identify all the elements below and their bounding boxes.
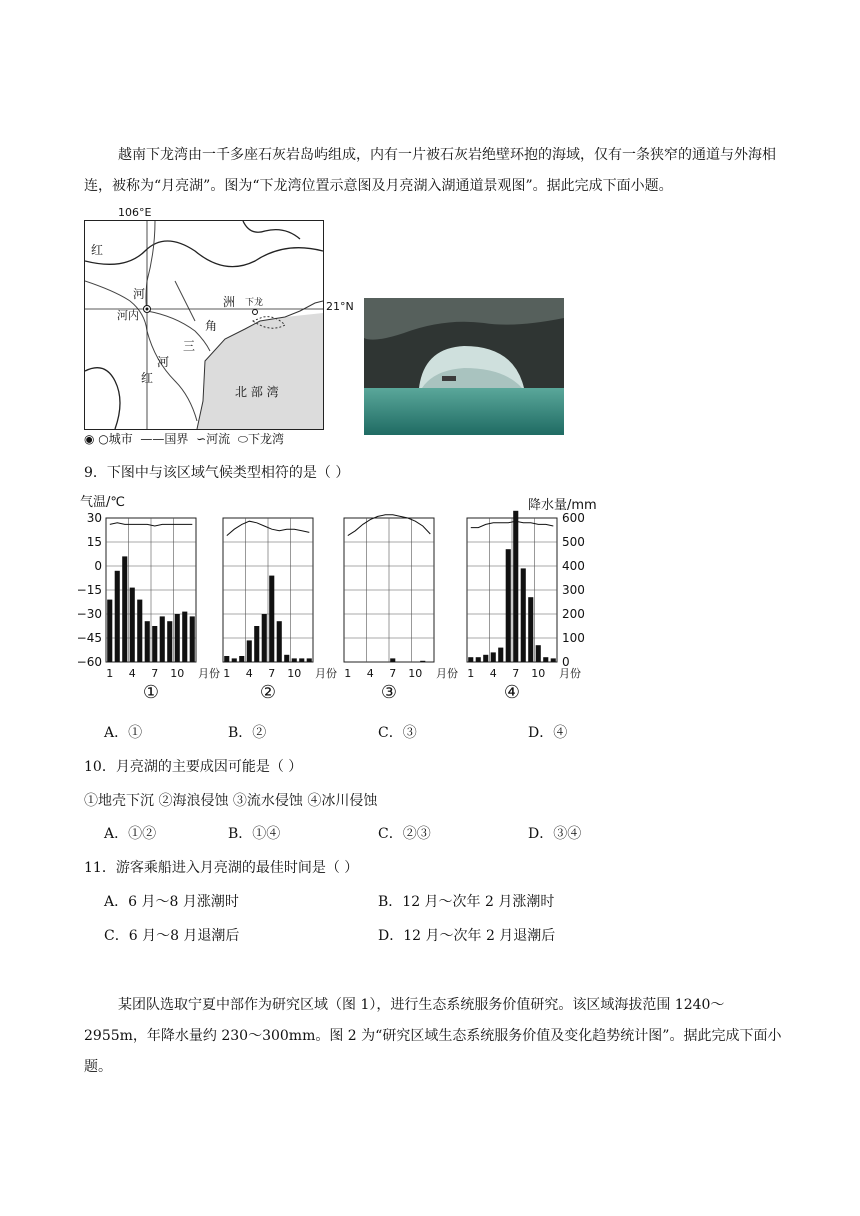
- precip-bar: [160, 616, 165, 662]
- precip-bar: [551, 658, 556, 662]
- legend-river: 河流: [206, 432, 231, 446]
- month-unit-label: 月份: [315, 667, 337, 680]
- precip-bar: [137, 600, 142, 662]
- q9-option-a[interactable]: A．①: [104, 725, 143, 741]
- precip-bar: [528, 597, 533, 662]
- legend-border: 国界: [164, 432, 189, 446]
- q11-option-b[interactable]: B．12 月～次年 2 月涨潮时: [378, 894, 555, 910]
- precip-bar: [239, 656, 244, 662]
- precip-bar: [491, 652, 496, 662]
- precip-bar: [269, 576, 274, 662]
- month-tick-label: 1: [344, 667, 352, 680]
- month-tick-label: 1: [223, 667, 231, 680]
- map-drawing: [85, 221, 323, 429]
- chart-label: ②: [259, 682, 277, 703]
- month-unit-label: 月份: [559, 667, 581, 680]
- map-label-hong-2: 红: [141, 371, 154, 385]
- month-tick-label: 7: [268, 667, 276, 680]
- temp-tick-label: 0: [94, 559, 102, 573]
- q10-option-d[interactable]: D．③④: [528, 826, 582, 842]
- month-tick-label: 10: [287, 667, 302, 680]
- map-label-beibuwan: 北 部 湾: [235, 385, 279, 399]
- precip-bar: [292, 658, 297, 662]
- map-label-hanoi: 河内: [117, 309, 139, 322]
- month-tick-label: 4: [489, 667, 497, 680]
- q11-option-d[interactable]: D．12 月～次年 2 月退潮后: [378, 928, 556, 944]
- month-tick-label: 1: [467, 667, 475, 680]
- map-label-xialong: 下龙: [245, 298, 264, 308]
- moon-lake-entrance-photo: [364, 298, 564, 435]
- month-tick-label: 7: [512, 667, 520, 680]
- precip-tick-label: 600: [562, 511, 585, 525]
- month-tick-label: 4: [245, 667, 253, 680]
- temp-tick-label: 15: [86, 535, 102, 549]
- map-label-zhou: 洲: [223, 295, 236, 309]
- q10-option-a[interactable]: A．①②: [104, 826, 157, 842]
- precip-bar: [247, 640, 252, 662]
- precip-bar: [190, 616, 195, 662]
- precip-bar: [284, 655, 289, 662]
- precip-bar: [122, 556, 127, 662]
- temp-tick-label: −30: [76, 607, 102, 621]
- intro-paragraph: 越南下龙湾由一千多座石灰岩岛屿组成，内有一片被石灰岩绝壁环抱的海域，仅有一条狭窄的通道与外海相连，被称为“月亮湖”。图为“下龙湾位置示意图及月亮湖入湖通道景观图”。据此完成下面小题。: [84, 147, 776, 194]
- precip-bar: [299, 658, 304, 662]
- question-9-stem: 9．下图中与该区域气候类型相符的是（ ）: [84, 465, 350, 481]
- legend-bay: 下龙湾: [248, 432, 285, 446]
- month-tick-label: 10: [408, 667, 423, 680]
- halong-bay-location-map: [84, 220, 324, 430]
- month-tick-label: 10: [531, 667, 546, 680]
- precip-bar: [182, 612, 187, 662]
- climate-charts-svg: [60, 490, 620, 710]
- precip-bar: [307, 658, 312, 662]
- precip-bar: [476, 657, 481, 662]
- latitude-label: 21°N: [326, 300, 354, 313]
- q11-option-c[interactable]: C．6 月～8 月退潮后: [104, 928, 240, 944]
- precip-tick-label: 400: [562, 559, 585, 573]
- border-legend-icon: ——: [140, 432, 165, 446]
- precip-bar: [167, 621, 172, 662]
- map-label-he-1: 河: [133, 287, 146, 301]
- precip-tick-label: 500: [562, 535, 585, 549]
- map-label-he-2: 河: [157, 355, 170, 369]
- month-unit-label: 月份: [198, 667, 220, 680]
- precip-bar: [145, 621, 150, 662]
- q9-option-b[interactable]: B．②: [228, 725, 267, 741]
- precip-bar: [506, 549, 511, 662]
- precip-bar: [420, 661, 425, 662]
- temp-tick-label: −60: [76, 655, 102, 669]
- precip-tick-label: 0: [562, 655, 570, 669]
- precip-bar: [254, 626, 259, 662]
- precip-bar: [130, 588, 135, 662]
- precip-axis-title: 降水量/mm: [528, 498, 597, 513]
- precip-tick-label: 100: [562, 631, 585, 645]
- map-label-jiao: 角: [205, 319, 218, 333]
- precip-bar: [536, 645, 541, 662]
- legend-city: 城市: [108, 432, 133, 446]
- q10-option-c[interactable]: C．②③: [378, 826, 431, 842]
- precip-bar: [543, 657, 548, 662]
- month-tick-label: 1: [106, 667, 114, 680]
- precip-bar: [468, 657, 473, 662]
- precip-bar: [277, 621, 282, 662]
- map-label-hong-1: 红: [91, 243, 104, 257]
- precip-bar: [390, 658, 395, 662]
- month-tick-label: 4: [128, 667, 136, 680]
- temp-tick-label: 30: [86, 511, 102, 525]
- q10-option-b[interactable]: B．①④: [228, 826, 281, 842]
- precip-bar: [513, 511, 518, 662]
- temp-axis-title: 气温/℃: [80, 495, 125, 510]
- climate-charts: [60, 490, 620, 710]
- month-unit-label: 月份: [436, 667, 458, 680]
- question-10-stem: 10．月亮湖的主要成因可能是（ ）: [84, 759, 303, 775]
- question-10-choices: ①地壳下沉 ②海浪侵蚀 ③流水侵蚀 ④冰川侵蚀: [84, 793, 378, 809]
- intro-paragraph-2: 某团队选取宁夏中部作为研究区域（图 1），进行生态系统服务价值研究。该区域海拔范围 1240～2955m，年降水量约 230～300mm。图 2 为“研究区域生态系统服务价值及变化趋势统计图”。据此完成下面小题。: [84, 997, 782, 1075]
- city-legend-icon: ◉ ○: [84, 432, 109, 446]
- precip-tick-label: 200: [562, 607, 585, 621]
- precip-bar: [521, 568, 526, 662]
- month-tick-label: 4: [366, 667, 374, 680]
- bay-legend-icon: ⬭: [237, 432, 249, 446]
- question-11-stem: 11．游客乘船进入月亮湖的最佳时间是（ ）: [84, 860, 359, 876]
- month-tick-label: 7: [389, 667, 397, 680]
- q11-option-a[interactable]: A．6 月～8 月涨潮时: [104, 894, 239, 910]
- precip-bar: [483, 655, 488, 662]
- precip-bar: [152, 626, 157, 662]
- precip-bar: [232, 658, 237, 662]
- temp-tick-label: −45: [76, 631, 102, 645]
- map-legend: [84, 430, 284, 447]
- longitude-label: 106°E: [118, 206, 152, 219]
- river-legend-icon: ∽: [196, 432, 207, 446]
- chart-label: ①: [142, 682, 160, 703]
- month-tick-label: 10: [170, 667, 185, 680]
- chart-label: ③: [380, 682, 398, 703]
- precip-bar: [224, 656, 229, 662]
- precip-bar: [107, 600, 112, 662]
- q9-option-d[interactable]: D．④: [528, 725, 568, 741]
- precip-bar: [262, 614, 267, 662]
- chart-label: ④: [503, 682, 521, 703]
- month-tick-label: 7: [151, 667, 159, 680]
- map-label-san: 三: [183, 339, 196, 353]
- precip-tick-label: 300: [562, 583, 585, 597]
- temp-tick-label: −15: [76, 583, 102, 597]
- q9-option-c[interactable]: C．③: [378, 725, 417, 741]
- precip-bar: [115, 571, 120, 662]
- precip-bar: [498, 648, 503, 662]
- precip-bar: [175, 614, 180, 662]
